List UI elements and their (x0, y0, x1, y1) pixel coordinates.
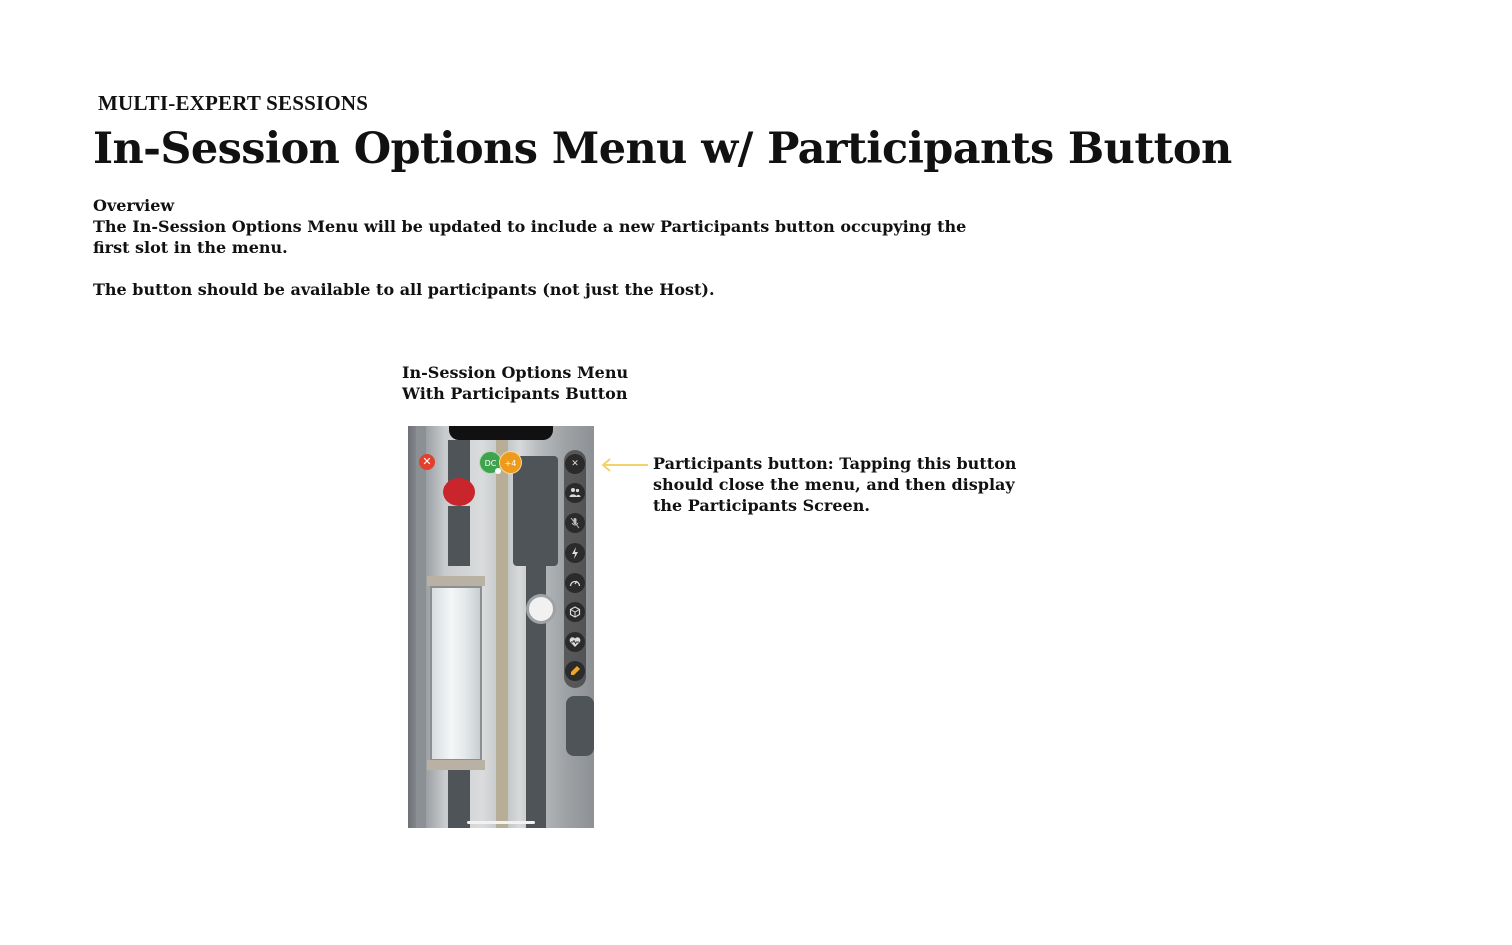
close-menu-button[interactable] (565, 454, 585, 474)
flow-tube-cap-top (427, 576, 485, 586)
phone-notch (449, 426, 553, 440)
marker-icon (569, 665, 581, 677)
callout-arrow (600, 457, 650, 473)
ar-object-button[interactable] (565, 602, 585, 622)
vertical-pipe (496, 426, 508, 828)
status-dot (495, 468, 501, 474)
pipe-housing (513, 456, 558, 566)
speedometer-icon (569, 577, 581, 589)
flow-tube (430, 586, 482, 761)
overview-block (93, 195, 993, 300)
mic-off-icon (569, 517, 581, 529)
wall-rail (416, 426, 426, 828)
valve-wheel (443, 478, 475, 506)
flow-tube-cap-bottom (427, 760, 485, 770)
flash-icon (569, 547, 581, 559)
pipe-segment (448, 506, 470, 566)
cube-icon (569, 606, 581, 618)
home-indicator (467, 821, 535, 824)
participant-avatar[interactable]: DC (479, 451, 502, 474)
mockup-caption-line-1: In-Session Options Menu (402, 363, 629, 382)
participants-icon (569, 487, 581, 498)
health-button[interactable] (565, 632, 585, 652)
close-icon: ✕ (571, 459, 579, 469)
mockup-caption (402, 362, 628, 404)
participants-callout: Participants button: Tapping this button should close the menu, and then display the Participants Screen. (653, 454, 1017, 515)
page-title: In-Session Options Menu w/ Participants Button (93, 124, 1232, 174)
pipe-elbow (566, 696, 594, 756)
pipe-segment (448, 770, 470, 828)
end-session-button[interactable]: ✕ (419, 454, 435, 470)
performance-button[interactable] (565, 573, 585, 593)
mute-button[interactable] (565, 513, 585, 533)
participants-button[interactable] (565, 483, 585, 503)
annotate-button[interactable] (565, 661, 585, 681)
overview-heading: Overview (93, 196, 175, 215)
heart-monitor-icon (569, 636, 581, 648)
mockup-caption-line-2: With Participants Button (402, 384, 628, 403)
flashlight-button[interactable] (565, 543, 585, 563)
overview-paragraph-1: The In-Session Options Menu will be updated to include a new Participants button occupying the first slot in the menu. (93, 217, 967, 257)
pressure-gauge (526, 594, 556, 624)
phone-mockup (408, 426, 594, 828)
overview-paragraph-2: The button should be available to all participants (not just the Host). (93, 280, 715, 299)
participant-overflow-badge[interactable]: +4 (499, 451, 522, 474)
section-eyebrow: MULTI-EXPERT SESSIONS (98, 91, 369, 115)
